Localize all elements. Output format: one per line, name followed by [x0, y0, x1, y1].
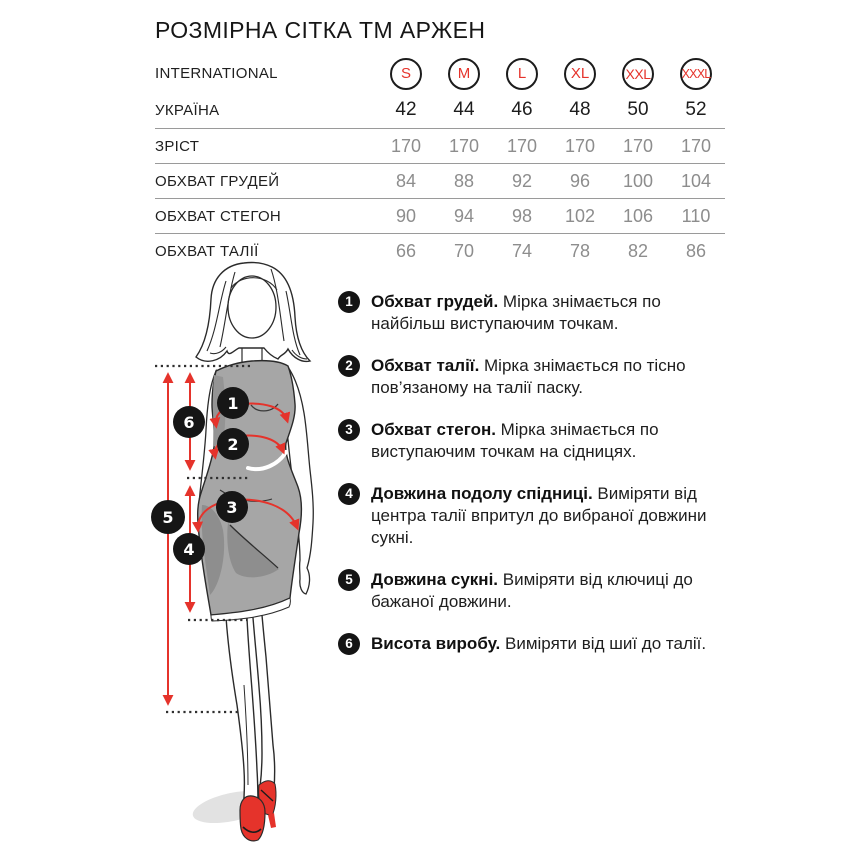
number-badge-3: 3 — [338, 419, 360, 441]
row-label: ОБХВАТ СТЕГОН — [155, 207, 282, 225]
table-value: 170 — [448, 135, 480, 156]
size-circle-xl: XL — [564, 58, 596, 90]
figure-badge-3-label: 3 — [226, 498, 238, 517]
row-bust — [155, 163, 725, 198]
figure-badge-1-label: 1 — [227, 394, 239, 413]
row-height — [155, 128, 725, 163]
row-label: ЗРІСТ — [155, 137, 200, 155]
number-badge-1: 1 — [338, 291, 360, 313]
guide-item-2 — [338, 355, 722, 399]
guide-description: Виміряти від центра талії впритул до вибраної довжини сукні. — [371, 484, 707, 547]
guide-description: Виміряти від шиї до талії. — [500, 634, 707, 653]
table-value: 86 — [685, 240, 707, 261]
guide-description: Мірка знімається по тісно пов’язаному на талії паску. — [371, 356, 686, 397]
ukraine-size: 52 — [685, 99, 707, 120]
table-value: 98 — [511, 205, 533, 226]
table-value: 82 — [627, 240, 649, 261]
figure-badge-6-label: 6 — [183, 413, 195, 432]
guide-description: Виміряти від ключиці до бажаної довжини. — [371, 570, 693, 611]
ukraine-size: 48 — [569, 99, 591, 120]
table-value: 90 — [395, 205, 417, 226]
measurement-figure — [140, 255, 350, 850]
face — [228, 276, 276, 338]
international-label: INTERNATIONAL — [155, 65, 278, 82]
row-label: ОБХВАТ ГРУДЕЙ — [155, 172, 280, 190]
table-value: 170 — [564, 135, 596, 156]
guide-term: Обхват талії. — [371, 356, 480, 375]
number-badge-5: 5 — [338, 569, 360, 591]
guide-item-3 — [338, 419, 722, 463]
table-value: 74 — [511, 240, 533, 261]
ukraine-size: 50 — [627, 99, 649, 120]
guide-term: Довжина сукні. — [371, 570, 499, 589]
row-hips — [155, 198, 725, 233]
table-value: 170 — [506, 135, 538, 156]
ukraine-size: 42 — [395, 99, 417, 120]
guide-term: Обхват грудей. — [371, 292, 499, 311]
table-value: 104 — [680, 170, 712, 191]
table-value: 96 — [569, 170, 591, 191]
table-value: 92 — [511, 170, 533, 191]
guide-description: Мірка знімається по найбільш виступаючим точкам. — [371, 292, 661, 333]
number-badge-6: 6 — [338, 633, 360, 655]
dress — [198, 361, 302, 621]
guide-term: Обхват стегон. — [371, 420, 496, 439]
figure-badge-2-label: 2 — [227, 435, 239, 454]
guide-description: Мірка знімається по виступаючим точкам на сідницях. — [371, 420, 659, 461]
size-circle-s: S — [390, 58, 422, 90]
number-badge-2: 2 — [338, 355, 360, 377]
table-value: 170 — [622, 135, 654, 156]
table-value: 88 — [453, 170, 475, 191]
guide-item-1 — [338, 291, 722, 335]
figure-badge-5-label: 5 — [162, 508, 174, 527]
table-value: 110 — [681, 205, 711, 226]
row-label: ОБХВАТ ТАЛІЇ — [155, 242, 259, 260]
woman-illustration — [140, 255, 350, 850]
ukraine-size: 46 — [511, 99, 533, 120]
guide-term: Довжина подолу спідниці. — [371, 484, 593, 503]
table-value: 170 — [680, 135, 712, 156]
ukraine-label: УКРАЇНА — [155, 101, 220, 119]
guide-item-4 — [338, 483, 722, 549]
size-circle-m: M — [448, 58, 480, 90]
table-value: 78 — [569, 240, 591, 261]
figure-badge-4-label: 4 — [183, 540, 195, 559]
ukraine-size: 44 — [453, 99, 475, 120]
row-ukraine — [155, 92, 725, 128]
size-table — [155, 55, 725, 268]
size-circle-xxl: XXL — [622, 58, 654, 90]
table-value: 102 — [564, 205, 596, 226]
size-circle-l: L — [506, 58, 538, 90]
guide-item-6 — [338, 633, 722, 655]
row-international — [155, 55, 725, 92]
guide-item-5 — [338, 569, 722, 613]
measurement-guide-list — [338, 291, 722, 675]
table-value: 106 — [622, 205, 654, 226]
guide-term: Висота виробу. — [371, 634, 501, 653]
size-circle-xxxl: XXXL — [680, 58, 712, 90]
page-title: РОЗМІРНА СІТКА ТМ АРЖЕН — [155, 17, 486, 43]
number-badge-4: 4 — [338, 483, 360, 505]
table-value: 84 — [395, 170, 417, 191]
table-value: 70 — [453, 240, 475, 261]
table-value: 170 — [390, 135, 422, 156]
table-value: 100 — [622, 170, 654, 191]
table-value: 66 — [395, 240, 417, 261]
table-value: 94 — [453, 205, 475, 226]
